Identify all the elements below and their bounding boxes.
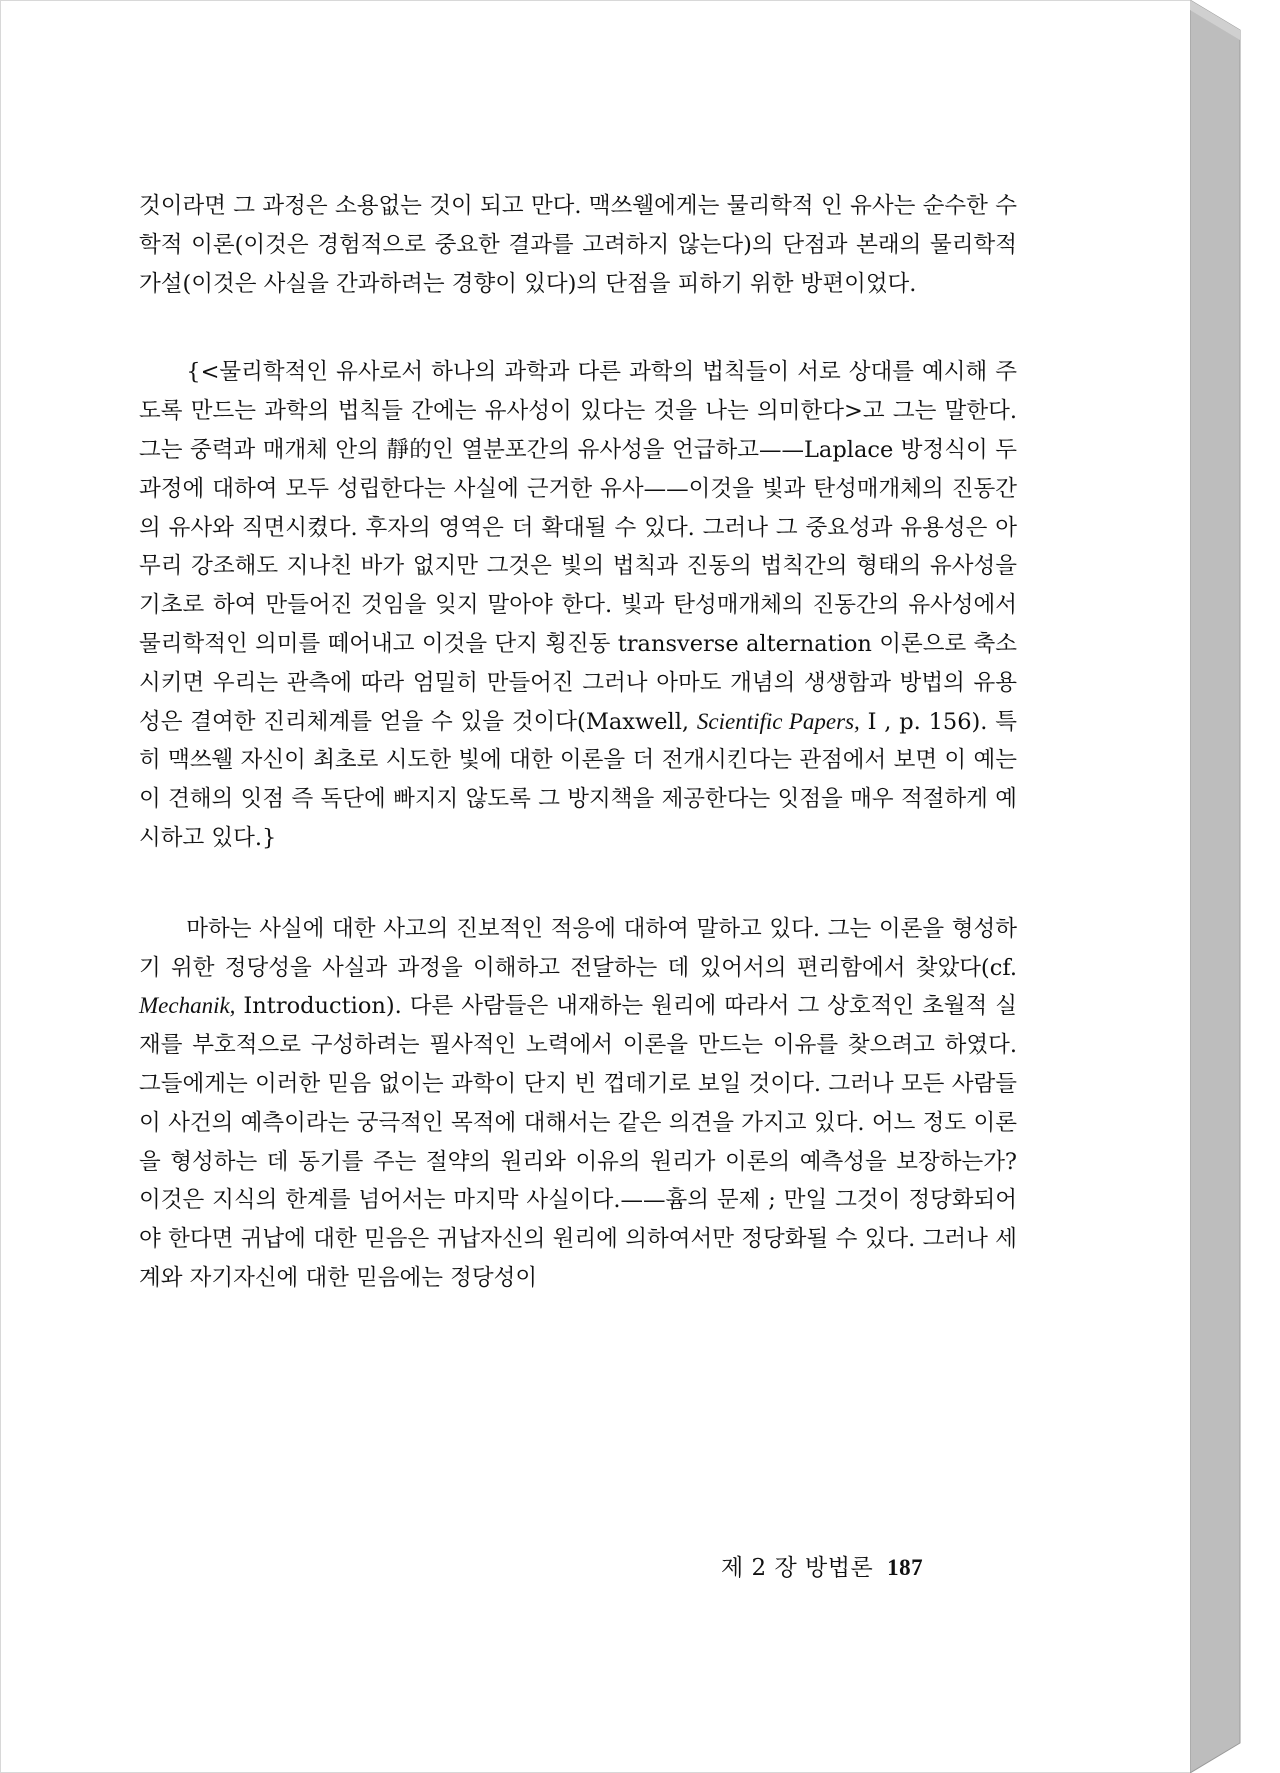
- page-number: 187: [887, 1555, 924, 1580]
- paragraph-3-text-b: Introduction). 다른 사람들은 내재하는 원리에 따라서 그 상호적인 초월적 실재를 부호적으로 구성하려는 필사적인 노력에서 이론을 만드는 이유를 찾으려고 하였다. 그들에게는 이러한 믿음 없이는 과학이 단지 빈 껍데기로 보일 것이다. 그러나 모든 사람들이 사건의 예측이라는 궁극적인 목적에 대해서는 같은 의견을 가지고 있다. 어느 정도 이론을 형성하는 데 동기를 주는 절약의 원리와 이유의 원리가 이론의 예측성을 보장하는가? 이것은 지식의 한계를 넘어서는 마지막 사실이다.——흄의 문제 ; 만일 그것이 정당화되어야 한다면 귀납에 대한 믿음은 귀납자신의 원리에 의하여서만 정당화될 수 있다. 그러나 세계와 자기자신에 대한 믿음에는 정당성이: [139, 993, 1017, 1291]
- paragraph-3: [139, 910, 1017, 1298]
- paragraph-2-quote: [139, 353, 1017, 857]
- paragraph-gap: [139, 303, 1017, 353]
- citation-title-scientific-papers: Scientific Papers,: [696, 708, 860, 734]
- citation-title-mechanik: Mechanik,: [139, 993, 236, 1019]
- page-footer: [721, 1549, 1041, 1582]
- paragraph-2-text-b: I , p. 156). 특히 맥쓰웰 자신이 최초로 시도한 빛에 대한 이론을 더 전개시킨다는 관점에서 보면 이 예는 이 견해의 잇점 즉 독단에 빠지지 않도록 그 방지책을 제공한다는 잇점을 매우 적절하게 예시하고 있다.}: [139, 708, 1017, 851]
- page-body: [139, 187, 1017, 1298]
- paragraph-gap: [139, 858, 1017, 910]
- paragraph-2-text-a: {<물리학적인 유사로서 하나의 과학과 다른 과학의 법칙들이 서로 상대를 예시해 주도록 만드는 과학의 법칙들 간에는 유사성이 있다는 것을 나는 의미한다>고 그는 말한다. 그는 중력과 매개체 안의 靜的인 열분포간의 유사성을 언급하고——Laplace 방정식이 두 과정에 대하여 모두 성립한다는 사실에 근거한 유사——이것을 빛과 탄성매개체의 진동간의 유사와 직면시켰다. 후자의 영역은 더 확대될 수 있다. 그러나 그 중요성과 유용성은 아무리 강조해도 지나친 바가 없지만 그것은 빛의 법칙과 진동의 법칙간의 형태의 유사성을 기초로 하여 만들어진 것임을 잊지 말아야 한다. 빛과 탄성매개체의 진동간의 유사성에서 물리학적인 의미를 떼어내고 이것을 단지 횡진동 transverse alternation 이론으로 축소시키면 우리는 관측에 따라 엄밀히 만들어진 그러나 아마도 개념의 생생함과 방법의 유용성은 결여한 진리체계를 얻을 수 있을 것이다(Maxwell,: [139, 359, 1017, 735]
- book-edge-shape: [1190, 0, 1250, 1773]
- book-edge-decoration: [1190, 0, 1250, 1773]
- paragraph-3-text-a: 마하는 사실에 대한 사고의 진보적인 적응에 대하여 말하고 있다. 그는 이론을 형성하기 위한 정당성을 사실과 과정을 이해하고 전달하는 데 있어서의 편리함에서 찾았다(cf.: [139, 915, 1017, 981]
- paragraph-1: 것이라면 그 과정은 소용없는 것이 되고 만다. 맥쓰웰에게는 물리학적 인 유사는 순수한 수학적 이론(이것은 경험적으로 중요한 결과를 고려하지 않는다)의 단점과 본래의 물리학적 가설(이것은 사실을 간과하려는 경향이 있다)의 단점을 피하기 위한 방편이었다.: [139, 193, 1017, 297]
- chapter-title: 제 2 장 방법론: [721, 1555, 874, 1581]
